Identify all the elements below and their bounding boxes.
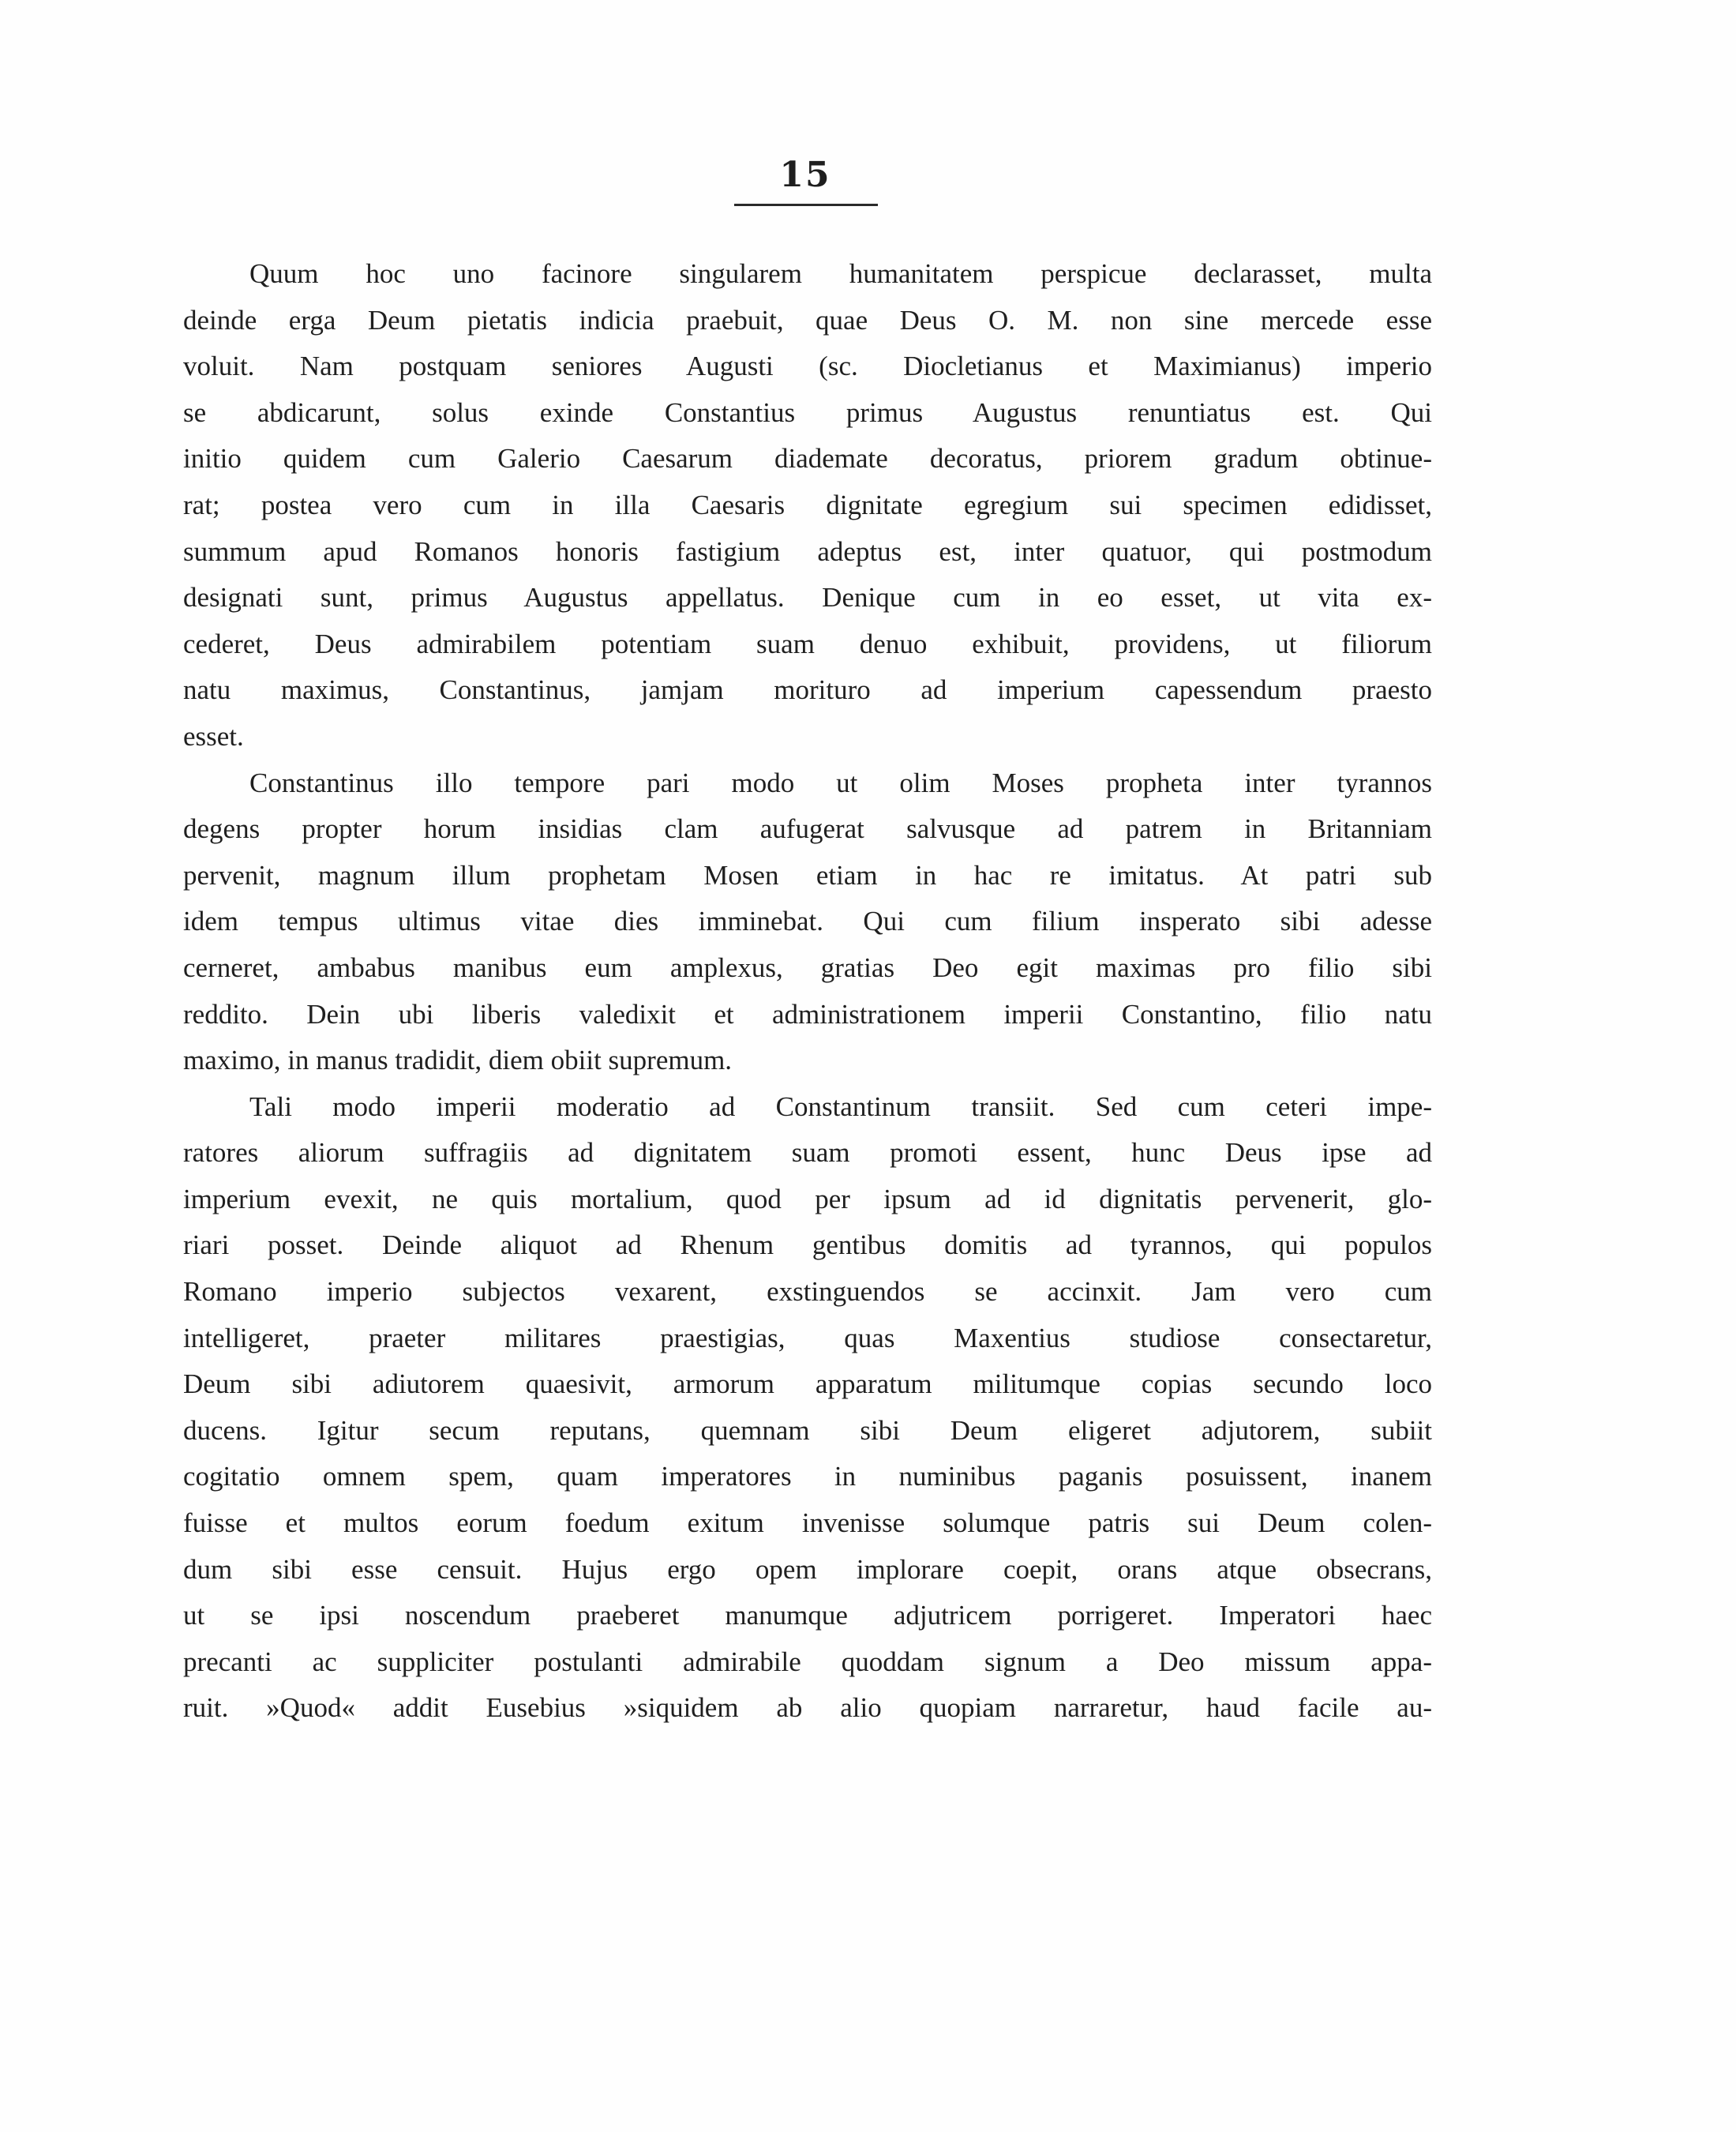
paragraph-3 [183, 1084, 1432, 1732]
text-line: cogitatio omnem spem, quam imperatores in numinibus paganis posuissent, inanem [183, 1461, 1432, 1492]
text-line: ruit. »Quod« addit Eusebius »siquidem ab alio quopiam narraretur, haud facile au- [183, 1692, 1432, 1724]
text-line: ratores aliorum suffragiis ad dignitatem suam promoti essent, hunc Deus ipse ad [183, 1137, 1432, 1169]
text-line: imperium evexit, ne quis mortalium, quod per ipsum ad id dignitatis pervenerit, glo- [183, 1183, 1432, 1214]
text-line: intelligeret, praeter militares praestigias, quas Maxentius studiose consectaretur, [183, 1322, 1432, 1353]
paragraph-2 [183, 760, 1432, 1084]
text-line: dum sibi esse censuit. Hujus ergo opem implorare coepit, orans atque obsecrans, [183, 1553, 1432, 1585]
text-line: designati sunt, primus Augustus appellatus. Denique cum in eo esset, ut vita ex- [183, 582, 1432, 614]
text-line: natu maximus, Constantinus, jamjam morituro ad imperium capessendum praesto [183, 674, 1432, 706]
text-line: summum apud Romanos honoris fastigium adeptus est, inter quatuor, qui postmodum [183, 535, 1432, 567]
text-line: maximo, in manus tradidit, diem obiit supremum. [183, 1045, 733, 1076]
text-line: se abdicarunt, solus exinde Constantius primus Augustus renuntiatus est. Qui [183, 396, 1432, 428]
header-rule [734, 204, 878, 206]
text-line: esset. [183, 720, 244, 752]
page-number: 15 [779, 155, 831, 195]
body-text [183, 251, 1432, 1732]
text-line: cerneret, ambabus manibus eum amplexus, gratias Deo egit maximas pro filio sibi [183, 952, 1432, 983]
text-line: pervenit, magnum illum prophetam Mosen etiam in hac re imitatus. At patri sub [183, 859, 1432, 891]
text-line: ut se ipsi noscendum praeberet manumque adjutricem porrigeret. Imperatori haec [183, 1600, 1432, 1631]
text-line: Romano imperio subjectos vexarent, exstinguendos se accinxit. Jam vero cum [183, 1276, 1432, 1308]
text-line: voluit. Nam postquam seniores Augusti (sc. Diocletianus et Maximianus) imperio [183, 351, 1432, 382]
text-line: cederet, Deus admirabilem potentiam suam denuo exhibuit, providens, ut filiorum [183, 628, 1432, 659]
text-line: Constantinus illo tempore pari modo ut olim Moses propheta inter tyrannos [249, 767, 1432, 798]
text-line: Quum hoc uno facinore singularem humanitatem perspicue declarasset, multa [249, 258, 1432, 289]
text-line: riari posset. Deinde aliquot ad Rhenum gentibus domitis ad tyrannos, qui populos [183, 1229, 1432, 1261]
paragraph-1 [183, 251, 1432, 760]
text-line: Deum sibi adiutorem quaesivit, armorum apparatum militumque copias secundo loco [183, 1368, 1432, 1400]
text-line: deinde erga Deum pietatis indicia praebuit, quae Deus O. M. non sine mercede esse [183, 304, 1432, 336]
text-line: rat; postea vero cum in illa Caesaris dignitate egregium sui specimen edidisset, [183, 489, 1432, 520]
text-line: precanti ac suppliciter postulanti admirabile quoddam signum a Deo missum appa- [183, 1646, 1432, 1677]
text-line: degens propter horum insidias clam aufugerat salvusque ad patrem in Britanniam [183, 813, 1432, 845]
text-line: fuisse et multos eorum foedum exitum invenisse solumque patris sui Deum colen- [183, 1507, 1432, 1539]
text-line: reddito. Dein ubi liberis valedixit et administrationem imperii Constantino, filio natu [183, 998, 1432, 1030]
text-line: ducens. Igitur secum reputans, quemnam sibi Deum eligeret adjutorem, subiit [183, 1414, 1432, 1446]
text-line: initio quidem cum Galerio Caesarum diademate decoratus, priorem gradum obtinue- [183, 443, 1432, 475]
text-line: Tali modo imperii moderatio ad Constantinum transiit. Sed cum ceteri impe- [249, 1090, 1432, 1122]
text-line: idem tempus ultimus vitae dies imminebat. Qui cum filium insperato sibi adesse [183, 906, 1432, 937]
